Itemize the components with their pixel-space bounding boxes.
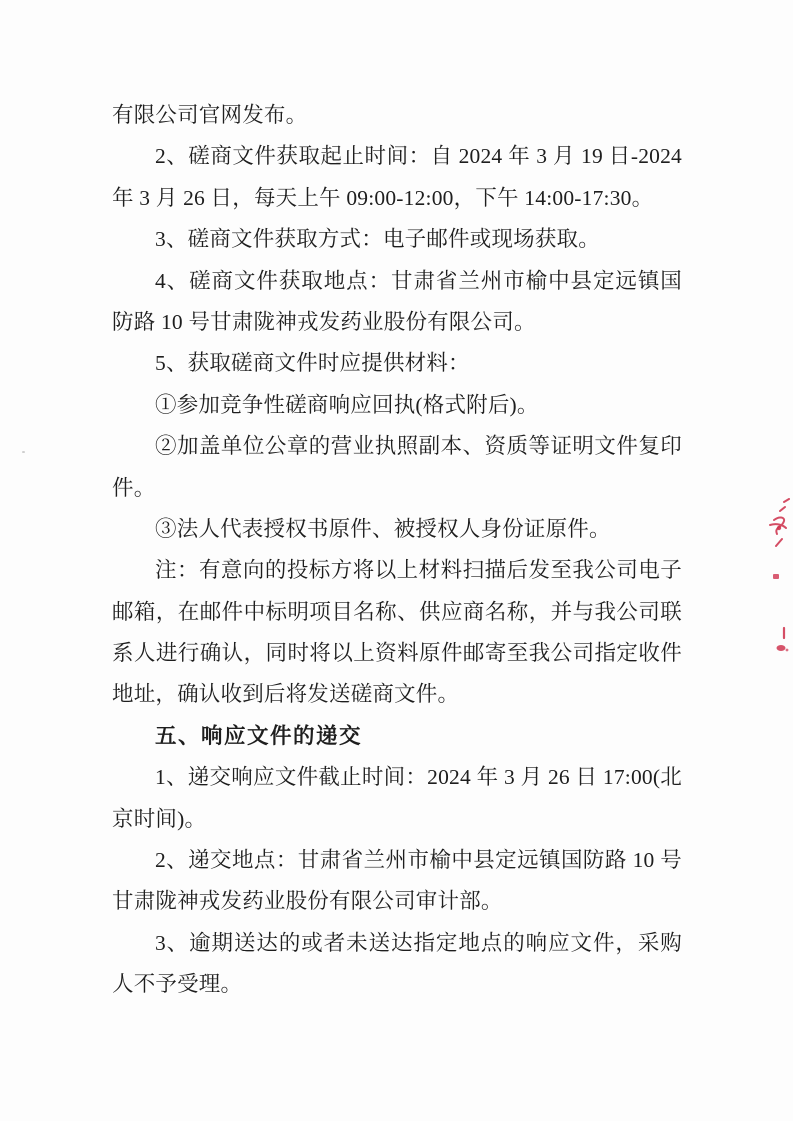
text-line: 系人进行确认，同时将以上资料原件邮寄至我公司指定收件 — [112, 641, 682, 666]
text-line: 1、递交响应文件截止时间：2024 年 3 月 26 日 17:00(北 — [155, 765, 682, 790]
document-lines — [112, 95, 682, 1006]
text-line: 2、磋商文件获取起止时间：自 2024 年 3 月 19 日-2024 — [155, 144, 682, 169]
text-line: 地址，确认收到后将发送磋商文件。 — [112, 682, 460, 707]
text-line: ②加盖单位公章的营业执照副本、资质等证明文件复印 — [155, 434, 682, 459]
text-line: 年 3 月 26 日，每天上午 09:00-12:00，下午 14:00-17:30。 — [112, 185, 654, 210]
text-line: 注：有意向的投标方将以上材料扫描后发至我公司电子 — [155, 558, 682, 583]
text-line: 有限公司官网发布。 — [112, 103, 308, 127]
text-line: ①参加竞争性磋商响应回执(格式附后)。 — [155, 392, 539, 417]
text-line: 邮箱，在邮件中标明项目名称、供应商名称，并与我公司联 — [112, 599, 682, 624]
section-heading: 五、响应文件的递交 — [155, 723, 363, 748]
text-line: 3、磋商文件获取方式：电子邮件或现场获取。 — [155, 227, 600, 252]
text-line: 京时间)。 — [112, 806, 207, 831]
text-line: 件。 — [112, 475, 156, 500]
text-line: 4、磋商文件获取地点：甘肃省兰州市榆中县定远镇国 — [155, 268, 682, 293]
text-line: 5、获取磋商文件时应提供材料： — [155, 351, 470, 376]
text-line: 防路 10 号甘肃陇神戎发药业股份有限公司。 — [112, 309, 536, 334]
red-ink-mark-3 — [772, 626, 790, 662]
text-line: 甘肃陇神戎发药业股份有限公司审计部。 — [112, 889, 503, 914]
scan-speck — [22, 451, 25, 453]
text-line: 2、递交地点：甘肃省兰州市榆中县定远镇国防路 10 号 — [155, 848, 682, 873]
text-line: 人不予受理。 — [112, 972, 243, 997]
text-line: 3、逾期送达的或者未送达指定地点的响应文件，采购 — [155, 930, 682, 955]
red-ink-mark-2 — [769, 570, 783, 584]
red-ink-mark-1 — [762, 498, 792, 558]
text-line: ③法人代表授权书原件、被授权人身份证原件。 — [155, 516, 611, 541]
